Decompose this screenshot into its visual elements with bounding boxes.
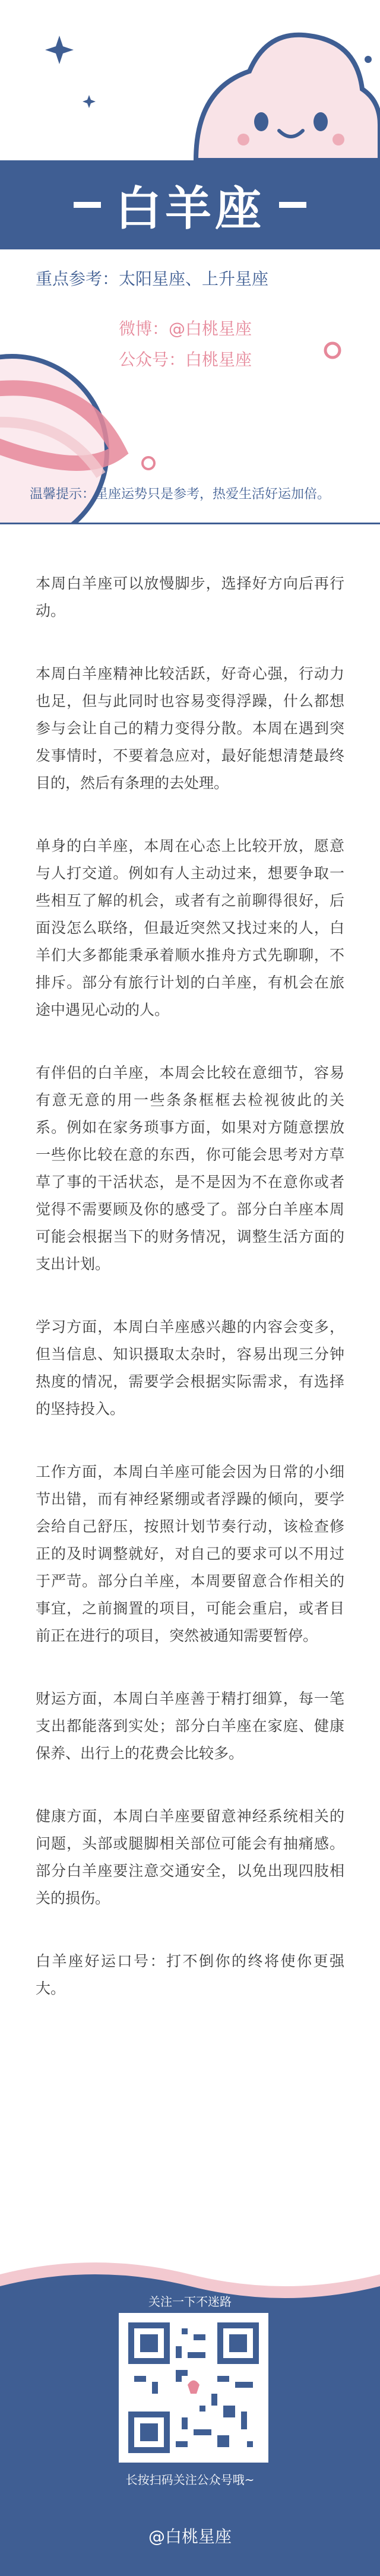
paragraph: 财运方面，本周白羊座善于精打细算，每一笔支出都能落到实处；部分白羊座在家庭、健康保养、出行上的花费会比较多。 xyxy=(36,1690,344,1762)
paragraph: 本周白羊座可以放慢脚步，选择好方向后再行动。 xyxy=(36,575,344,619)
weibo-text: 微博：@白桃星座 xyxy=(119,319,252,338)
header xyxy=(0,0,380,523)
page-title-wrapper xyxy=(0,160,380,249)
title-dash-right xyxy=(279,202,306,208)
meta-info xyxy=(36,266,356,375)
paragraph: 本周白羊座精神比较活跃，好奇心强，行动力也足，但与此同时也容易变得浮躁，什么都想参与会让自己的精力变得分散。本周在遇到突发事情时，不要着急应对，最好能想清楚最终目的，然后有条理的去处理。 xyxy=(36,665,344,792)
cloud-creature-icon xyxy=(196,35,380,160)
header-decoration xyxy=(0,0,380,523)
reference-text: 重点参考：太阳星座、上升星座 xyxy=(36,269,269,289)
qr-code-icon xyxy=(122,2316,265,2459)
page-title: 白羊座 xyxy=(115,182,265,236)
qr-top-label: 关注一下不迷路 xyxy=(148,2295,232,2309)
tip-text: 温馨提示：星座运势只是参考，热爱生活好运加倍。 xyxy=(30,487,331,502)
paragraph: 有伴侣的白羊座，本周会比较在意细节，容易有意无意的用一些条条框框去检视彼此的关系。例如在家务琐事方面，如果对方随意摆放一些你比较在意的东西，你可能会思考对方草草了事的干活状态，是不是因为不在意你或者觉得不需要顾及你的感受了。部分白羊座本周可能会根据当下的财务情况，调整生活方面的支出计划。 xyxy=(36,1064,344,1273)
paragraph: 工作方面，本周白羊座可能会因为日常的小细节出错，而有神经紧绷或者浮躁的倾向，要学会给自己舒压，按照计划节奏行动，该检查修正的及时调整就好，对自己的要求可以不用过于严苛。部分白羊座，本周要留意合作相关的事宜，之前搁置的项目，可能会重启，或者目前正在进行的项目，突然被通知需要暂停。 xyxy=(36,1463,344,1644)
article-content xyxy=(36,570,344,2038)
header-divider xyxy=(0,523,380,524)
ring-icon xyxy=(142,457,154,469)
paragraph: 学习方面，本周白羊座感兴趣的内容会变多，但当信息、知识摄取太杂时，容易出现三分钟热度的情况，需要学会根据实际需求，有选择的坚持投入。 xyxy=(36,1318,344,1417)
paragraph: 单身的白羊座，本周在心态上比较开放，愿意与人打交道。例如有人主动过来，想要争取一些相互了解的机会，或者有之前聊得很好，后面没怎么联络，但最近突然又找过来的人，白羊们大多都能秉承着顺水推舟方式先聊聊，不排斥。部分有旅行计划的白羊座，有机会在旅途中遇见心动的人。 xyxy=(36,837,344,1018)
footer xyxy=(0,2257,380,2576)
gongzhonghao-text: 公众号：白桃星座 xyxy=(119,350,252,369)
brand-text: @白桃星座 xyxy=(148,2527,232,2546)
qr-bottom-label: 长按扫码关注公众号哦~ xyxy=(125,2473,255,2487)
qr-code xyxy=(119,2313,268,2463)
paragraph: 健康方面，本周白羊座要留意神经系统相关的问题，头部或腿脚相关部位可能会有抽痛感。部分白羊座要注意交通安全，以免出现四肢相关的损伤。 xyxy=(36,1808,344,1907)
paragraph: 白羊座好运口号：打不倒你的终将使你更强大。 xyxy=(36,1952,344,1997)
title-dash-left xyxy=(74,202,101,208)
